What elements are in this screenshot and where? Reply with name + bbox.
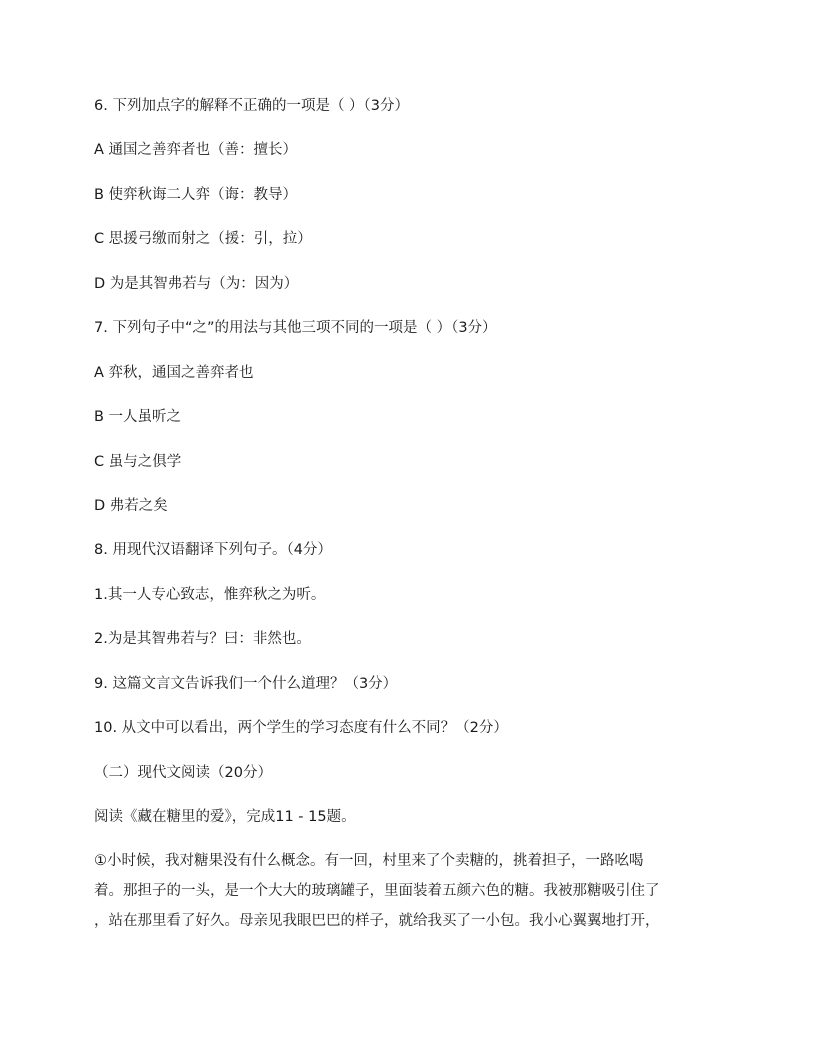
question-6-stem: 6. 下列加点字的解释不正确的一项是（ ）（3分）	[94, 98, 410, 114]
question-6-option-b: B 使弈秋诲二人弈（诲：教导）	[94, 187, 298, 203]
question-6-option-c: C 思援弓缴而射之（援：引，拉）	[94, 231, 312, 247]
question-7-stem: 7. 下列句子中“之”的用法与其他三项不同的一项是（ ）（3分）	[94, 320, 497, 336]
reading-paragraph	[94, 846, 730, 936]
question-6-option-a: A 通国之善弈者也（善：擅长）	[94, 142, 298, 158]
question-8-item-1: 1.其一人专心致志，惟弈秋之为听。	[94, 587, 326, 603]
paragraph-line: ，站在那里看了好久。母亲见我眼巴巴的样子，就给我买了一小包。我小心翼翼地打开，	[94, 913, 660, 929]
question-6-option-d: D 为是其智弗若与（为：因为）	[94, 276, 299, 292]
question-9-stem: 9. 这篇文言文告诉我们一个什么道理？（3分）	[94, 676, 398, 692]
paragraph-line: ①小时候，我对糖果没有什么概念。有一回，村里来了个卖糖的，挑着担子，一路吆喝	[94, 853, 644, 869]
question-8-item-2: 2.为是其智弗若与？曰：非然也。	[94, 631, 311, 647]
question-7-option-d: D 弗若之矣	[94, 498, 168, 514]
question-7-option-a: A 弈秋，通国之善弈者也	[94, 365, 254, 381]
paragraph-line: 着。那担子的一头，是一个大大的玻璃罐子，里面装着五颜六色的糖。我被那糖吸引住了	[94, 883, 660, 899]
question-10-stem: 10. 从文中可以看出，两个学生的学习态度有什么不同？（2分）	[94, 720, 508, 736]
question-7-option-b: B 一人虽听之	[94, 409, 182, 425]
question-7-option-c: C 虽与之俱学	[94, 454, 182, 470]
section-heading: （二）现代文阅读（20分）	[94, 765, 272, 781]
section-instruction: 阅读《藏在糖里的爱》，完成11 - 15题。	[94, 809, 356, 825]
question-8-stem: 8. 用现代汉语翻译下列句子。（4分）	[94, 542, 332, 558]
